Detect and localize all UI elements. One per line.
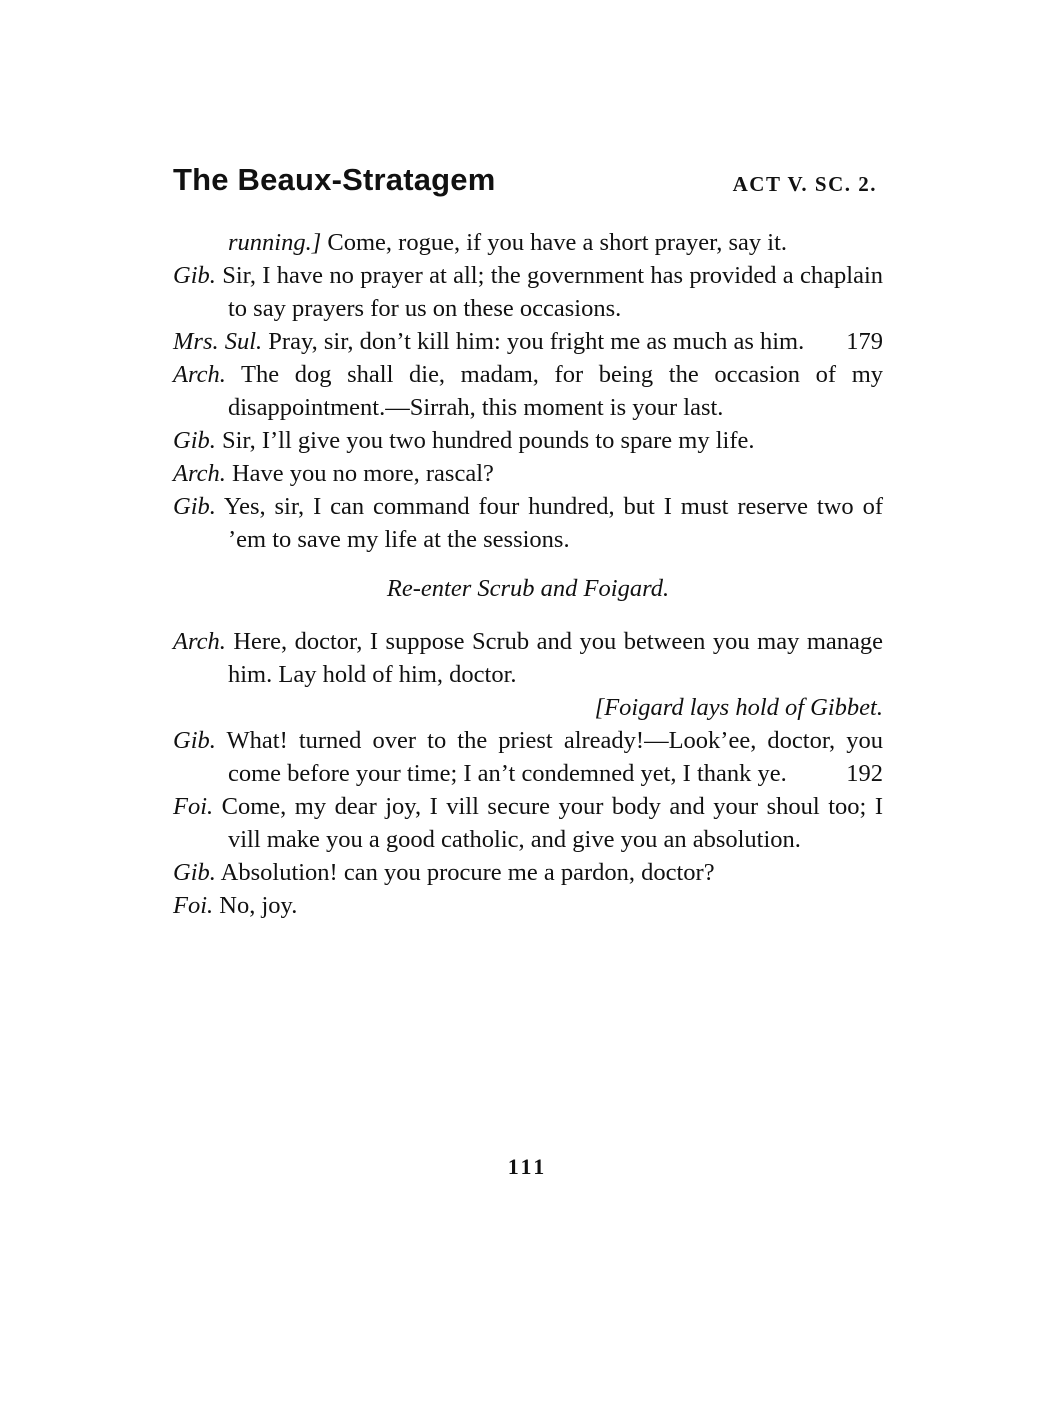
speech bbox=[173, 325, 883, 358]
speech bbox=[173, 790, 883, 856]
speech bbox=[173, 259, 883, 325]
line-number: 192 bbox=[846, 760, 883, 787]
book-title: The Beaux-Stratagem bbox=[173, 162, 496, 197]
speaker-name: Arch. bbox=[173, 361, 226, 388]
page-number: 111 bbox=[507, 1154, 548, 1179]
speaker-name: Gib. bbox=[173, 727, 216, 754]
speech bbox=[173, 490, 883, 556]
speech-text: Come, my dear joy, I vill secure your body and your shoul too; I vill make you a good catholic, and give you an absolution. bbox=[221, 793, 884, 853]
speech-text: What! turned over to the priest already!—Look’ee, doctor, you come before your time; I an’t condemned yet, I thank ye. bbox=[226, 727, 883, 787]
speaker-name: Foi. bbox=[173, 892, 214, 919]
speech-text: Sir, I have no prayer at all; the government has provided a chaplain to say prayers for us on these occasions. bbox=[222, 262, 884, 322]
continued-speech bbox=[173, 226, 883, 259]
stage-direction-action: [Foigard lays hold of Gibbet. bbox=[594, 694, 883, 721]
speech-text: No, joy. bbox=[219, 892, 298, 919]
speech-text: Have you no more, rascal? bbox=[231, 460, 494, 487]
speech-text: Come, rogue, if you have a short prayer, say it. bbox=[327, 229, 788, 256]
stage-direction-entrance: Re-enter Scrub and Foigard. bbox=[386, 575, 670, 602]
speech bbox=[173, 424, 883, 457]
speaker-name: Gib. bbox=[173, 427, 216, 454]
speech bbox=[173, 724, 883, 790]
speech-text: Absolution! can you procure me a pardon, doctor? bbox=[220, 859, 715, 886]
speech-text: Here, doctor, I suppose Scrub and you between you may manage him. Lay hold of him, doctor. bbox=[228, 628, 884, 688]
stage-tail: running.] bbox=[228, 229, 322, 256]
act-scene-label: ACT V. SC. 2. bbox=[732, 172, 877, 196]
speech-text: Sir, I’ll give you two hundred pounds to spare my life. bbox=[222, 427, 755, 454]
running-head bbox=[173, 162, 883, 206]
speech bbox=[173, 856, 883, 889]
speech-text: Yes, sir, I can command four hundred, but I must reserve two of ’em to save my life at the sessions. bbox=[223, 493, 883, 553]
speaker-name: Arch. bbox=[173, 460, 226, 487]
speaker-name: Foi. bbox=[173, 793, 214, 820]
speech bbox=[173, 358, 883, 424]
speaker-name: Gib. bbox=[173, 262, 216, 289]
speech bbox=[173, 457, 883, 490]
speech-text: The dog shall die, madam, for being the occasion of my disappointment.—Sirrah, this moment is your last. bbox=[228, 361, 884, 421]
speaker-name: Gib. bbox=[173, 859, 216, 886]
speaker-name: Mrs. Sul. bbox=[173, 328, 263, 355]
speaker-name: Arch. bbox=[173, 628, 226, 655]
play-text bbox=[173, 226, 883, 922]
speech-text: Pray, sir, don’t kill him: you fright me as much as him. bbox=[268, 328, 805, 355]
speech bbox=[173, 889, 883, 922]
speaker-name: Gib. bbox=[173, 493, 216, 520]
speech bbox=[173, 625, 883, 691]
line-number: 179 bbox=[846, 328, 883, 355]
